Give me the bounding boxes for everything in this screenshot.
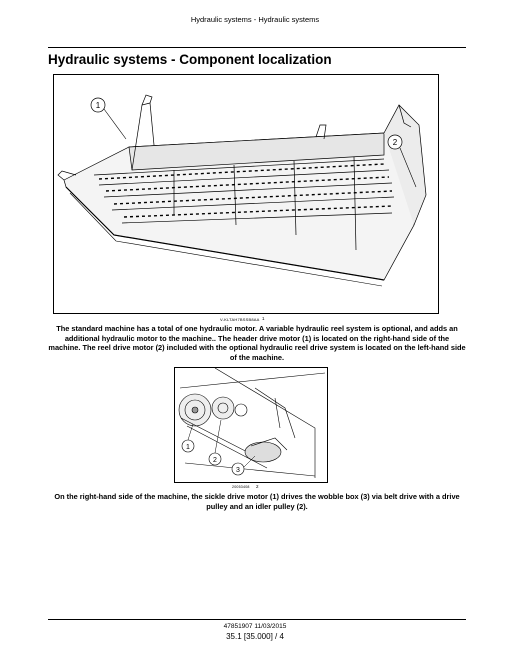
figure2-callout-1: 1	[186, 444, 190, 451]
running-header: Hydraulic systems - Hydraulic systems	[190, 15, 320, 24]
figure1-callout-2: 2	[392, 138, 398, 147]
paragraph-hydraulic-motors: The standard machine has a total of one hydraulic motor. A variable hydraulic reel system is optional, and adds an additional hydraulic motor to the machine.. The header drive motor (1) is located on the right-hand side of the machine. The reel drive motor (2) included with the optional hydraulic reel drive system is located on the left-hand side of the machine.	[48, 324, 466, 362]
figure1-callout-1: 1	[95, 101, 101, 110]
figure-header-machine	[53, 74, 439, 314]
title-rule	[48, 47, 466, 48]
figure2-number: 2	[256, 484, 259, 489]
figure2-callout-2: 2	[213, 457, 217, 464]
figure1-number: 1	[262, 316, 265, 321]
sickle-drive-illustration	[175, 368, 327, 482]
header-machine-illustration	[54, 75, 438, 313]
figure2-callout-3: 3	[236, 467, 240, 474]
figure-sickle-drive	[174, 367, 328, 483]
figure2-code: 20053408	[232, 485, 250, 489]
footer-rule	[48, 619, 466, 620]
figure1-code: V-KLTAH7BSSB8AA	[220, 317, 260, 322]
footer-page-reference: 35.1 [35.000] / 4	[226, 632, 284, 641]
paragraph-sickle-drive: On the right-hand side of the machine, the sickle drive motor (1) drives the wobble box (3) via belt drive with a drive pulley and an idler pulley (2).	[54, 492, 460, 511]
footer-document-info: 47851907 11/03/2015	[223, 623, 287, 630]
page-title: Hydraulic systems - Component localization	[48, 52, 332, 67]
